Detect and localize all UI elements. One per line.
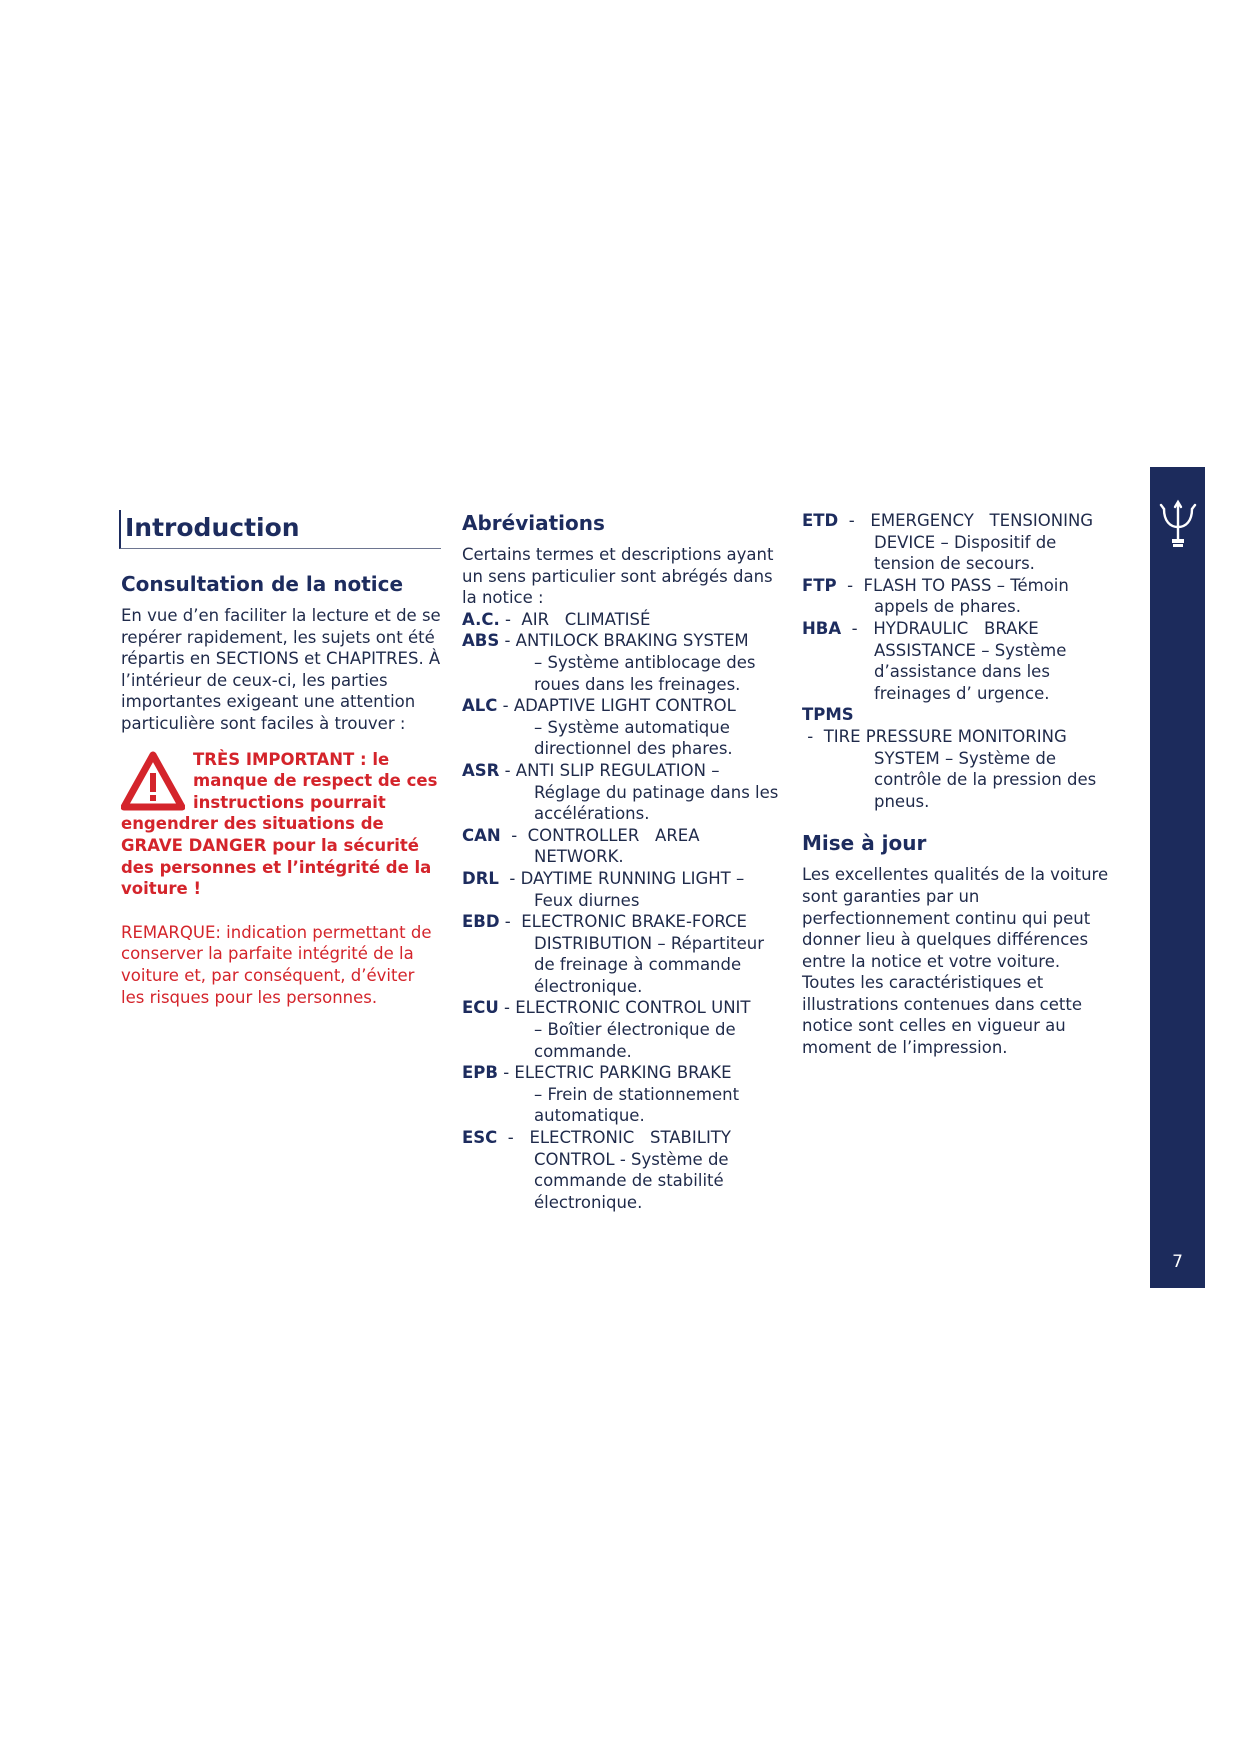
abbr-code: A.C.	[462, 609, 500, 629]
column-abbreviations-continued	[802, 510, 1117, 1059]
abbr-code: DRL	[462, 868, 499, 888]
remark-text: REMARQUE: indication permettant de conserver la parfaite intégrité de la voiture et, par conséquent, d’éviter les risques pour les personnes.	[121, 922, 432, 1007]
abbr-term: - HYDRAULIC BRAKE	[841, 618, 1039, 638]
abbr-code: FTP	[802, 575, 837, 595]
abbr-code: ECU	[462, 998, 499, 1018]
abbr-item-ebd	[462, 911, 782, 997]
abbr-item-tpms	[802, 704, 1117, 812]
abbr-term: - TIRE PRESSURE MONITORING	[802, 726, 1067, 746]
chapter-sidebar	[1150, 467, 1205, 1288]
warning-text-first-line: TRÈS IMPORTANT : le	[193, 749, 390, 769]
mise-a-jour-text: Les excellentes qualités de la voiture sont garanties par un perfectionnement continu qui peut donner lieu à quelques différences entre la notice et votre voiture. Toutes les caractéristiques et illustrations contenues dans cette notice sont celles en vigueur au moment de l’impression.	[802, 865, 1109, 1058]
abbr-item-esc	[462, 1127, 782, 1213]
abbr-term: - DAYTIME RUNNING LIGHT –	[498, 868, 745, 888]
abbr-desc: ASSISTANCE – Système d’assistance dans les freinages d’ urgence.	[874, 640, 1067, 703]
abbr-code: ASR	[462, 760, 500, 780]
abbr-desc: – Système antiblocage des roues dans les freinages.	[534, 652, 756, 694]
abbr-desc: – Boîtier électronique de commande.	[534, 1020, 736, 1061]
abbr-item-ecu	[462, 997, 782, 1062]
abbr-term: - ELECTRONIC CONTROL UNIT	[498, 998, 751, 1018]
abbr-code: CAN	[462, 825, 501, 845]
abbr-term: - ANTI SLIP REGULATION –	[499, 760, 720, 780]
abbr-desc: CONTROL - Système de commande de stabilité électronique.	[534, 1149, 729, 1212]
abbr-term: - FLASH TO PASS – Témoin	[836, 575, 1069, 595]
abbr-item-ac	[462, 609, 782, 631]
abbr-item-ftp	[802, 575, 1117, 618]
abbr-desc: DEVICE – Dispositif de tension de secours.	[874, 532, 1057, 574]
abbr-item-drl	[462, 868, 782, 911]
abbr-item-alc	[462, 695, 782, 760]
abbr-item-asr	[462, 760, 782, 825]
section-title: Introduction	[119, 510, 441, 549]
abbr-code: EPB	[462, 1063, 498, 1083]
abbr-desc: – Frein de stationnement automatique.	[534, 1084, 740, 1126]
abbr-item-can	[462, 825, 782, 868]
abbr-code: HBA	[802, 618, 842, 638]
abbr-term: - CONTROLLER AREA	[500, 825, 700, 845]
abbr-desc: Réglage du patinage dans les accélérations.	[534, 782, 779, 824]
abbr-term: - ELECTRONIC STABILITY	[497, 1128, 731, 1148]
abbr-item-epb	[462, 1062, 782, 1127]
page-number: 7	[1172, 1252, 1183, 1272]
abbr-desc: appels de phares.	[874, 597, 1021, 617]
abbr-code: ETD	[802, 511, 839, 530]
abbr-code: ABS	[462, 631, 500, 651]
abbr-item-etd	[802, 510, 1117, 575]
abbreviations-list	[462, 609, 782, 1214]
abbr-code: EBD	[462, 912, 500, 932]
abbreviations-intro: Certains termes et descriptions ayant un sens particulier sont abrégés dans la notice :	[462, 545, 774, 608]
abbr-code: ESC	[462, 1128, 498, 1148]
abbr-desc: SYSTEM – Système de contrôle de la pression des pneus.	[874, 748, 1097, 811]
abbreviations-heading: Abréviations	[462, 511, 605, 535]
abbr-desc: NETWORK.	[534, 847, 624, 867]
abbr-term: - EMERGENCY TENSIONING	[838, 511, 1094, 530]
column-introduction	[121, 510, 441, 1008]
abbreviations-list-continued	[802, 510, 1117, 812]
column-abbreviations	[462, 510, 782, 1213]
consultation-heading: Consultation de la notice	[121, 572, 404, 596]
abbr-code: TPMS	[802, 705, 854, 725]
abbr-desc: DISTRIBUTION – Répartiteur de freinage à commande électronique.	[534, 933, 765, 996]
mise-a-jour-heading: Mise à jour	[802, 831, 927, 856]
abbr-term: - AIR CLIMATISÉ	[499, 609, 651, 629]
abbr-term: - ANTILOCK BRAKING SYSTEM	[499, 631, 749, 651]
abbr-term: - ELECTRONIC BRAKE-FORCE	[499, 912, 747, 932]
warning-block	[121, 749, 441, 900]
warning-triangle-icon	[121, 751, 185, 811]
trident-icon	[1158, 499, 1198, 549]
section-mise-a-jour	[802, 830, 1117, 1058]
abbr-code: ALC	[462, 696, 498, 716]
consultation-text: En vue d’en faciliter la lecture et de se repérer rapidement, les sujets ont été répartis en SECTIONS et CHAPITRES. À l’intérieur de ceux-ci, les parties importantes exigeant une attention particulière sont faciles à trouver :	[121, 606, 441, 733]
abbr-desc: – Système automatique directionnel des phares.	[534, 717, 733, 759]
abbr-desc: Feux diurnes	[534, 890, 640, 910]
abbr-item-abs	[462, 630, 782, 695]
abbr-item-hba	[802, 618, 1117, 704]
warning-text: manque de respect de ces instructions pourrait engendrer des situations de GRAVE DANGER pour la sécurité des personnes et l’intégrité de la voiture !	[121, 771, 438, 899]
abbr-term: - ADAPTIVE LIGHT CONTROL	[497, 696, 736, 716]
abbr-term: - ELECTRIC PARKING BRAKE	[497, 1063, 732, 1083]
